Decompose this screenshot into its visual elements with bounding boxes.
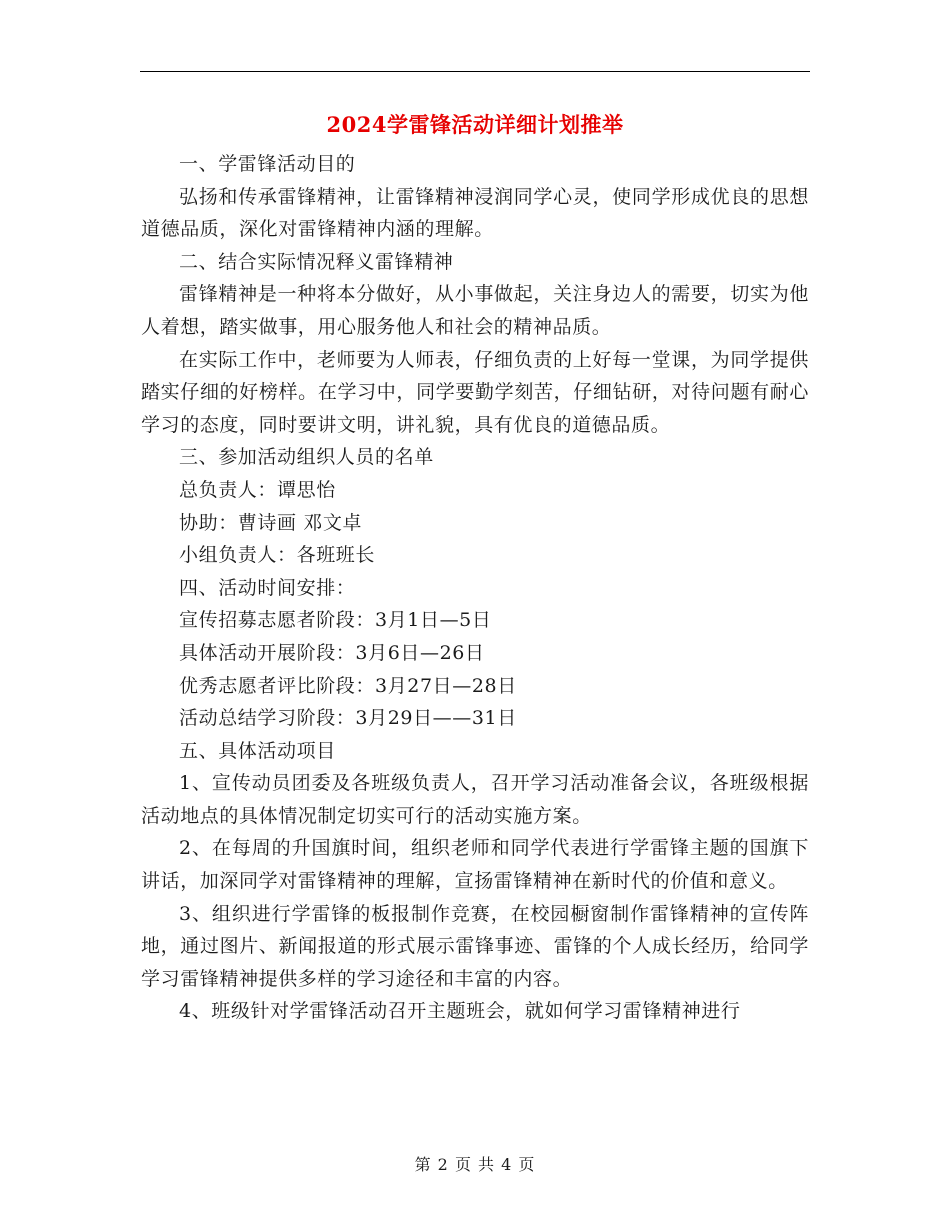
schedule-line: 宣传招募志愿者阶段：3月1日—5日 <box>179 609 492 632</box>
document-title: 2024学雷锋活动详细计划推举 <box>326 112 624 137</box>
list-item: 4、班级针对学雷锋活动召开主题班会，就如何学习雷锋精神进行 <box>179 1000 741 1023</box>
schedule-line: 优秀志愿者评比阶段：3月27日—28日 <box>179 674 517 697</box>
section-heading-projects: 五、具体活动项目 <box>179 739 336 762</box>
page-number: 第 2 页 共 4 页 <box>414 1155 536 1174</box>
paragraph: 弘扬和传承雷锋精神，让雷锋精神浸润同学心灵，使同学形成优良的思想道德品质，深化对雷锋精神内涵的理解。 <box>141 185 809 241</box>
list-item: 1、宣传动员团委及各班级负责人，召开学习活动准备会议，各班级根据活动地点的具体情况制定切实可行的活动实施方案。 <box>141 772 809 827</box>
section-heading-schedule: 四、活动时间安排： <box>179 576 356 599</box>
section-heading-purpose: 一、学雷锋活动目的 <box>179 153 356 175</box>
staff-line: 总负责人：谭思怡 <box>179 478 336 501</box>
section-heading-spirit: 二、结合实际情况释义雷锋精神 <box>179 250 454 273</box>
staff-line: 协助：曹诗画 邓文卓 <box>179 511 363 534</box>
staff-line: 小组负责人：各班班长 <box>179 544 376 567</box>
section-heading-staff: 三、参加活动组织人员的名单 <box>179 446 434 469</box>
page-footer <box>0 1153 950 1177</box>
document-body <box>141 148 809 1028</box>
list-item: 2、在每周的升国旗时间，组织老师和同学代表进行学雷锋主题的国旗下讲话，加深同学对雷锋精神的理解，宣扬雷锋精神在新时代的价值和意义。 <box>141 837 809 893</box>
list-item: 3、组织进行学雷锋的板报制作竞赛，在校园橱窗制作雷锋精神的宣传阵地，通过图片、新闻报道的形式展示雷锋事迹、雷锋的个人成长经历，给同学学习雷锋精神提供多样的学习途径和丰富的内容。 <box>141 902 809 990</box>
schedule-line: 活动总结学习阶段：3月29日——31日 <box>179 707 517 730</box>
schedule-line: 具体活动开展阶段：3月6日—26日 <box>179 641 485 664</box>
header-rule <box>140 71 810 72</box>
paragraph: 在实际工作中，老师要为人师表，仔细负责的上好每一堂课，为同学提供踏实仔细的好榜样。在学习中，同学要勤学刻苦，仔细钻研，对待问题有耐心学习的态度，同时要讲文明，讲礼貌，具有优良的道德品质。 <box>141 348 809 436</box>
paragraph: 雷锋精神是一种将本分做好，从小事做起，关注身边人的需要，切实为他人着想，踏实做事，用心服务他人和社会的精神品质。 <box>141 283 809 338</box>
